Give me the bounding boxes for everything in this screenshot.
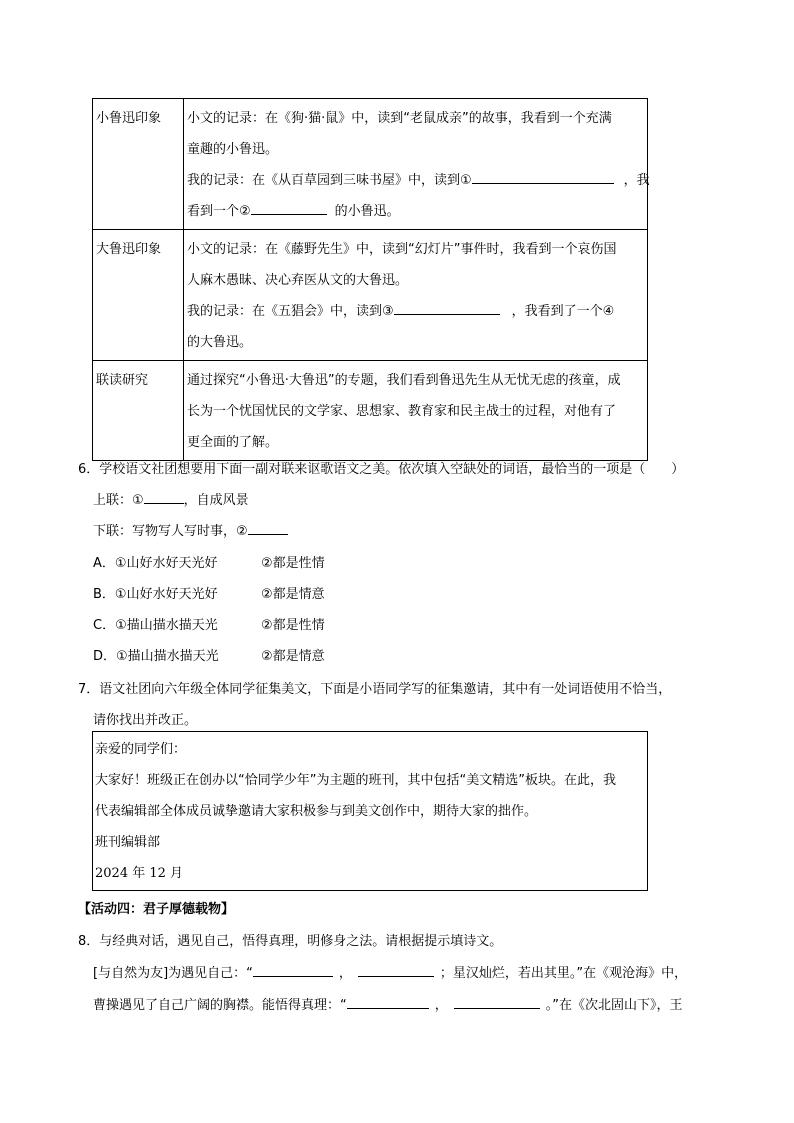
table-row bbox=[93, 99, 648, 230]
q6-lower-couplet: 下联：写物写人写时事，② bbox=[93, 520, 288, 539]
answer-blank-2[interactable] bbox=[251, 200, 327, 215]
letter-line: 大家好！班级正在创办以“恰同学少年”为主题的班刊，其中包括“美文精选”板块。在此，我 bbox=[95, 773, 616, 788]
text-line: 通过探究“小鲁迅·大鲁迅”的专题，我们看到鲁迅先生从无忧无虑的孩童，成 bbox=[187, 373, 621, 388]
text-line: 长为一个忧国忧民的文学家、思想家、教育家和民主战士的过程，对他有了 bbox=[187, 404, 617, 419]
row-label: 大鲁迅印象 bbox=[93, 230, 184, 361]
lower-couplet-blank[interactable] bbox=[248, 520, 288, 535]
table-row bbox=[93, 230, 648, 361]
answer-blank-1[interactable] bbox=[472, 169, 614, 184]
letter-date: 2024 年 12 月 bbox=[95, 866, 184, 881]
text-line: 更全面的了解。 bbox=[187, 435, 279, 450]
poem-blank-2[interactable] bbox=[358, 962, 434, 977]
q8-line1: [与自然为友]为遇见自己：“ ， ；星汉灿烂，若出其里。”在《观沧海》中， bbox=[93, 962, 687, 981]
text-line: 看到一个② 的小鲁迅。 bbox=[187, 196, 644, 227]
text-line: 人麻木愚昧、决心弃医从文的大鲁迅。 bbox=[187, 273, 409, 288]
row-content bbox=[184, 361, 648, 461]
option-c[interactable]: C．①描山描水描天光 ②都是性情 bbox=[93, 618, 325, 633]
q6-stem: 6．学校语文社团想要用下面一副对联来讴歌语文之美。依次填入空缺处的词语，最恰当的一项是（ ） bbox=[78, 462, 685, 477]
q8-stem: 8．与经典对话，遇见自己，悟得真理，明修身之法。请根据提示填诗文。 bbox=[78, 934, 503, 949]
answer-blank-3[interactable] bbox=[394, 300, 500, 315]
poem-blank-3[interactable] bbox=[347, 994, 429, 1009]
letter-line: 亲爱的同学们： bbox=[95, 742, 187, 757]
q8-line2: 曹操遇见了自己广阔的胸襟。能悟得真理：“ ， 。”在《次北固山下》，王 bbox=[93, 994, 683, 1013]
invitation-letter-box bbox=[92, 731, 648, 891]
activity-four-heading: 【活动四：君子厚德载物】 bbox=[78, 902, 235, 917]
text-line: 我的记录：在《从百草园到三味书屋》中，读到① ，我 bbox=[187, 165, 644, 196]
row-label: 小鲁迅印象 bbox=[93, 99, 184, 230]
poem-blank-4[interactable] bbox=[454, 994, 540, 1009]
option-b[interactable]: B．①山好水好天光好 ②都是情意 bbox=[93, 587, 325, 602]
text-line: 小文的记录：在《藤野先生》中，读到“幻灯片”事件时，我看到一个哀伤国 bbox=[187, 242, 617, 257]
row-content bbox=[184, 99, 648, 230]
q6-upper-couplet: 上联：① ，自成风景 bbox=[93, 489, 249, 508]
q7-stem-line2: 请你找出并改正。 bbox=[93, 713, 198, 728]
row-content bbox=[184, 230, 648, 361]
text-line: 小文的记录：在《狗·猫·鼠》中，读到“老鼠成亲”的故事，我看到一个充满 bbox=[187, 111, 612, 126]
letter-line: 班刊编辑部 bbox=[95, 835, 161, 850]
letter-line: 代表编辑部全体成员诚挚邀请大家积极参与到美文创作中，期待大家的拙作。 bbox=[95, 804, 538, 819]
row-label: 联读研究 bbox=[93, 361, 184, 461]
option-a[interactable]: A．①山好水好天光好 ②都是性情 bbox=[93, 556, 325, 571]
text-line: 的大鲁迅。 bbox=[187, 335, 253, 350]
upper-couplet-blank[interactable] bbox=[144, 489, 184, 504]
text-line: 童趣的小鲁迅。 bbox=[187, 142, 279, 157]
table-row bbox=[93, 361, 648, 461]
poem-blank-1[interactable] bbox=[253, 962, 333, 977]
option-d[interactable]: D．①描山描水描天光 ②都是情意 bbox=[93, 649, 325, 664]
text-line: 我的记录：在《五猖会》中，读到③ ，我看到了一个④ bbox=[187, 296, 644, 327]
q7-stem-line1: 7．语文社团向六年级全体同学征集美文，下面是小语同学写的征集邀请，其中有一处词语使用不恰当， bbox=[78, 682, 672, 697]
lu-xun-impression-table bbox=[92, 98, 648, 461]
